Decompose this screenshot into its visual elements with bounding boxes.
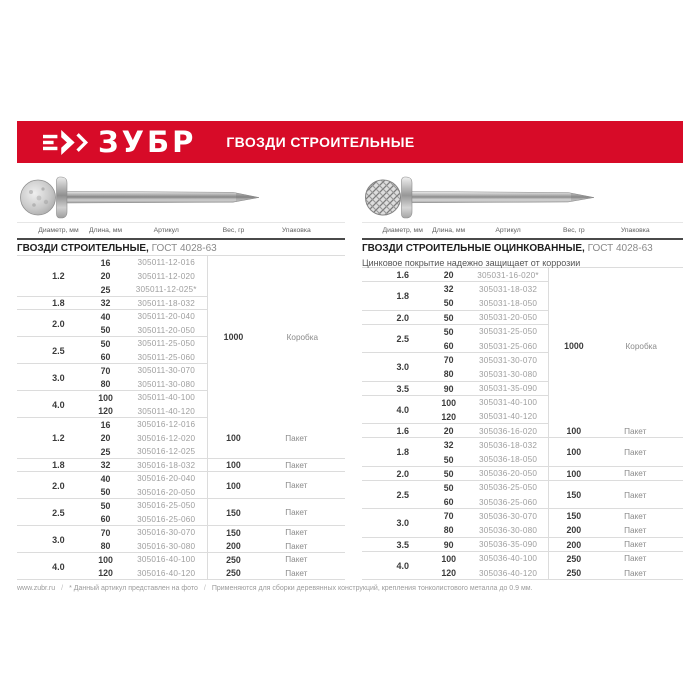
footer-site: www.zubr.ru [17, 585, 56, 592]
section-title-row [362, 238, 683, 268]
article-cell: 305031-35-090 [478, 384, 538, 394]
diameter-group [17, 499, 345, 526]
diameter-group [17, 459, 345, 473]
article-cell: 305031-25-050 [478, 327, 538, 337]
column-header: Упаковка [620, 227, 650, 234]
nail-head-checkered-top-view-icon [366, 180, 401, 215]
article-cell: 305016-20-040 [137, 474, 196, 484]
weight-cell: 150 [226, 527, 241, 538]
diameter-cell: 1.8 [396, 291, 409, 302]
article-cell: 305031-16-020* [477, 270, 539, 280]
length-cell: 25 [100, 446, 111, 457]
length-cell: 40 [100, 473, 111, 484]
nail-head-top-view-icon [21, 180, 56, 215]
article-cell: 305036-25-050 [478, 483, 538, 493]
length-cell: 32 [443, 440, 454, 451]
group-weight-cell: 100 [226, 460, 241, 471]
length-cell: 100 [441, 397, 456, 408]
diameter-cell: 3.5 [396, 383, 409, 394]
group-pack-cell: Пакет [285, 481, 308, 490]
length-cell: 120 [441, 411, 456, 422]
article-cell: 305036-18-050 [478, 455, 538, 465]
length-cell: 50 [443, 298, 454, 309]
length-cell: 60 [443, 341, 454, 352]
diameter-cell: 1.2 [52, 271, 65, 282]
article-cell: 305011-30-070 [137, 366, 195, 376]
length-cell: 32 [100, 298, 111, 309]
length-cell: 60 [100, 352, 111, 363]
column-header: Диаметр, мм [38, 227, 79, 234]
length-cell: 20 [100, 271, 111, 282]
article-cell: 305031-18-050 [478, 298, 538, 308]
brand-name: ЗУБР [98, 124, 197, 159]
article-cell: 305036-40-120 [478, 568, 538, 578]
pack-cell: Пакет [624, 568, 647, 578]
table-section [362, 424, 683, 580]
article-cell: 305011-18-032 [137, 298, 195, 308]
weight-cell: 250 [226, 568, 241, 579]
diameter-cell: 1.8 [52, 460, 65, 471]
article-cell: 305031-25-060 [478, 341, 538, 351]
pack-cell: Пакет [624, 554, 647, 564]
length-cell: 16 [100, 419, 111, 430]
column-header: Артикул [153, 227, 179, 234]
zubr-logo [43, 129, 91, 156]
article-cell: 305011-12-025* [135, 285, 197, 295]
diameter-group [17, 418, 345, 459]
group-pack-cell: Пакет [285, 433, 308, 443]
article-cell: 305016-30-070 [137, 528, 196, 538]
diameter-group [362, 481, 683, 509]
length-cell: 70 [443, 355, 454, 366]
length-cell: 20 [443, 426, 454, 437]
pack-cell: Пакет [285, 555, 308, 565]
length-cell: 60 [443, 497, 454, 508]
length-cell: 50 [443, 468, 454, 479]
weight-cell: 200 [226, 541, 241, 552]
diameter-cell: 3.5 [396, 539, 409, 550]
article-cell: 305036-20-050 [478, 469, 538, 479]
diameter-cell: 2.5 [52, 345, 65, 356]
column-header: Вес, гр [562, 227, 585, 234]
length-cell: 50 [100, 500, 111, 511]
table-section [362, 268, 683, 424]
length-cell: 100 [441, 553, 456, 564]
diameter-cell: 1.2 [52, 433, 65, 444]
length-cell: 80 [100, 541, 111, 552]
length-cell: 25 [100, 284, 111, 295]
group-weight-cell: 150 [226, 507, 241, 518]
length-cell: 50 [443, 454, 454, 465]
diameter-cell: 4.0 [396, 404, 409, 415]
group-weight-cell: 100 [226, 480, 241, 491]
article-cell: 305036-18-032 [478, 440, 538, 450]
length-cell: 90 [443, 539, 454, 550]
article-cell: 305031-30-080 [478, 369, 538, 379]
diameter-cell: 3.0 [396, 518, 409, 529]
footer-photo-note: * Данный артикул представлен на фото [69, 585, 198, 592]
footer-usage-note: Применяются для сборки деревянных конструкций, крепления тонколистового металла до 0.9 мм. [211, 585, 533, 592]
length-cell: 100 [98, 392, 113, 403]
diameter-cell: 1.8 [52, 298, 65, 309]
article-cell: 305011-30-080 [137, 379, 195, 389]
article-cell: 305016-30-080 [137, 541, 196, 551]
diameter-cell: 4.0 [52, 561, 65, 572]
length-cell: 32 [100, 460, 111, 471]
weight-cell: 200 [566, 525, 582, 536]
length-cell: 50 [100, 338, 111, 349]
article-cell: 305011-20-050 [137, 325, 195, 335]
group-pack-cell: Пакет [285, 508, 308, 517]
article-cell: 305036-40-100 [478, 554, 538, 564]
length-cell: 90 [443, 383, 454, 394]
pack-cell: Пакет [624, 525, 647, 535]
article-cell: 305031-20-050 [478, 313, 538, 323]
diameter-cell: 3.0 [52, 372, 65, 383]
nails-table-plain [17, 222, 345, 580]
length-cell: 50 [443, 482, 454, 493]
article-cell: 305036-35-090 [478, 540, 538, 550]
weight-cell: 150 [566, 511, 582, 522]
article-cell: 305011-25-050 [137, 339, 195, 349]
section-title-bold: ГВОЗДИ СТРОИТЕЛЬНЫЕ ОЦИНКОВАННЫЕ, [362, 243, 585, 255]
article-cell: 305011-40-100 [137, 393, 195, 403]
group-weight-cell: 100 [566, 468, 582, 479]
article-cell: 305016-40-100 [137, 555, 196, 565]
page-title: ГВОЗДИ СТРОИТЕЛЬНЫЕ [226, 134, 415, 150]
article-cell: 305016-40-120 [137, 568, 196, 578]
length-cell: 100 [98, 554, 113, 565]
group-weight-cell: 100 [226, 433, 241, 444]
diameter-cell: 2.5 [396, 490, 409, 500]
diameter-group [362, 424, 683, 438]
length-cell: 60 [100, 514, 111, 525]
nail-side-view-icon [57, 177, 260, 218]
length-cell: 16 [100, 257, 111, 268]
pack-cell: Пакет [285, 541, 308, 551]
column-header: Артикул [495, 227, 521, 234]
article-cell: 305016-12-020 [137, 433, 196, 443]
article-cell: 305011-12-016 [137, 258, 195, 268]
section-subtitle: Цинковое покрытие надежно защищает от коррозии [362, 257, 581, 268]
group-pack-cell: Пакет [624, 540, 647, 550]
galvanized-nail-photo [362, 175, 662, 220]
diameter-group [17, 526, 345, 553]
length-cell: 80 [443, 369, 454, 380]
article-cell: 305031-18-032 [478, 284, 538, 294]
diameter-cell: 2.0 [396, 312, 409, 323]
section-title [362, 238, 683, 256]
diameter-cell: 2.0 [52, 318, 65, 329]
table-column-headers [17, 222, 345, 238]
pack-cell: Пакет [624, 511, 647, 521]
article-cell: 305036-30-070 [478, 511, 538, 521]
diameter-group [362, 538, 683, 552]
pack-cell: Пакет [285, 528, 308, 538]
footer-separator: / [61, 585, 64, 592]
length-cell: 50 [100, 487, 111, 498]
length-cell: 70 [100, 365, 111, 376]
plain-nail-photo [17, 175, 317, 220]
weight-cell: 250 [566, 553, 582, 564]
section-weight-cell: 1000 [564, 341, 584, 352]
group-pack-cell: Пакет [624, 490, 647, 500]
column-header: Длина, мм [89, 227, 123, 234]
diameter-group [362, 552, 683, 580]
column-header: Вес, гр [222, 227, 245, 234]
article-cell: 305016-25-050 [137, 501, 196, 511]
length-cell: 80 [443, 525, 454, 536]
group-weight-cell: 100 [566, 447, 582, 458]
length-cell: 50 [100, 325, 111, 336]
group-weight-cell: 100 [566, 426, 582, 437]
article-cell: 305016-12-016 [137, 420, 196, 430]
diameter-cell: 2.0 [396, 468, 409, 479]
article-cell: 305036-25-060 [478, 497, 538, 507]
article-cell: 305031-30-070 [478, 355, 538, 365]
diameter-cell: 2.0 [52, 480, 65, 491]
diameter-cell: 2.5 [396, 333, 409, 344]
article-cell: 305031-40-100 [478, 398, 538, 408]
section-title-bold: ГВОЗДИ СТРОИТЕЛЬНЫЕ, [17, 243, 149, 255]
footer-separator: / [203, 585, 206, 592]
diameter-group [362, 467, 683, 481]
length-cell: 120 [98, 568, 113, 579]
column-header: Упаковка [281, 227, 311, 234]
group-pack-cell: Пакет [624, 447, 647, 457]
length-cell: 20 [443, 270, 454, 281]
section-weight-cell: 1000 [223, 332, 244, 342]
diameter-group [17, 472, 345, 499]
diameter-group [17, 553, 345, 580]
length-cell: 80 [100, 379, 111, 390]
table-column-headers [362, 222, 683, 238]
zubr-arrow-icon [43, 129, 91, 156]
article-cell: 305011-40-120 [137, 406, 195, 416]
group-pack-cell: Пакет [624, 469, 647, 479]
footer-note [17, 585, 683, 592]
article-cell: 305016-12-025 [137, 447, 196, 457]
article-cell: 305016-20-050 [137, 487, 196, 497]
group-weight-cell: 200 [566, 539, 582, 550]
section-title-row [17, 238, 345, 256]
length-cell: 70 [100, 527, 111, 538]
group-pack-cell: Пакет [624, 426, 647, 436]
table-section [17, 256, 345, 418]
length-cell: 120 [441, 568, 456, 579]
article-cell: 305016-18-032 [137, 460, 196, 470]
column-header: Диаметр, мм [382, 227, 423, 234]
column-header: Длина, мм [432, 227, 466, 234]
article-cell: 305011-12-020 [137, 271, 195, 281]
length-cell: 40 [100, 311, 111, 322]
section-title-gost: ГОСТ 4028-63 [148, 243, 217, 255]
group-weight-cell: 150 [566, 490, 582, 500]
diameter-cell: 4.0 [396, 560, 409, 571]
article-cell: 305016-25-060 [137, 514, 196, 524]
diameter-cell: 3.0 [52, 534, 65, 545]
nails-table-galvanized [362, 222, 683, 580]
diameter-cell: 2.5 [52, 507, 65, 518]
length-cell: 50 [443, 312, 454, 323]
group-pack-cell: Пакет [285, 460, 308, 470]
diameter-group [362, 509, 683, 537]
article-cell: 305036-30-080 [478, 525, 538, 535]
length-cell: 32 [443, 284, 454, 295]
weight-cell: 250 [566, 568, 582, 579]
article-cell: 305011-25-060 [137, 352, 195, 362]
length-cell: 70 [443, 511, 454, 522]
length-cell: 20 [100, 433, 111, 444]
pack-cell: Пакет [285, 568, 308, 578]
brand-banner [17, 121, 683, 163]
diameter-cell: 1.6 [396, 270, 409, 281]
nail-side-view-icon [402, 177, 595, 218]
diameter-cell: 1.8 [396, 447, 409, 458]
article-cell: 305011-20-040 [137, 312, 195, 322]
article-cell: 305031-40-120 [478, 412, 538, 422]
section-title [17, 238, 345, 256]
diameter-cell: 4.0 [52, 399, 65, 410]
diameter-group [362, 438, 683, 466]
length-cell: 50 [443, 326, 454, 337]
length-cell: 120 [98, 406, 113, 417]
section-pack-cell: Коробка [625, 341, 657, 351]
diameter-cell: 3.0 [396, 362, 409, 373]
diameter-cell: 1.6 [396, 426, 409, 437]
table-section [17, 418, 345, 580]
article-cell: 305036-16-020 [478, 426, 538, 436]
section-pack-cell: Коробка [286, 332, 319, 342]
weight-cell: 250 [226, 554, 241, 565]
section-title-gost: ГОСТ 4028-63 [584, 243, 653, 255]
